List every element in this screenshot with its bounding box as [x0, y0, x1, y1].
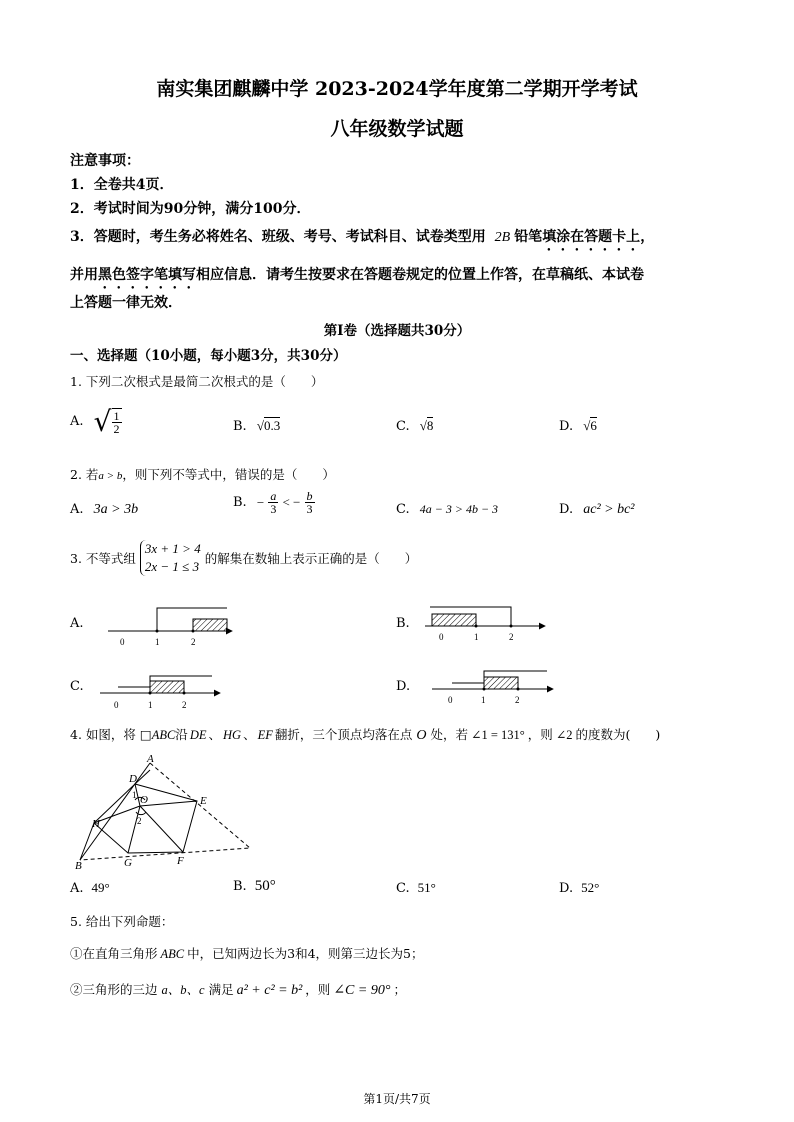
q4-b-label: B.	[233, 879, 247, 894]
notes-heading: 注意事项：	[70, 153, 140, 169]
q5-p2-a: ②三角形的三边	[70, 982, 158, 997]
q2-b-den2: 3	[306, 502, 313, 516]
q3-d-label: D.	[396, 679, 411, 694]
tick-1: 1	[148, 700, 153, 710]
q5-stem: 5. 给出下列命题：	[70, 914, 174, 929]
minus-sign: −	[256, 494, 265, 510]
q1-stem: 1. 下列二次根式是最简二次根式的是（ ）	[70, 374, 324, 389]
q5-p1-b: 中，已知两边长为3和4，则第三边长为5；	[187, 946, 424, 961]
hatched-region	[484, 677, 518, 689]
q4-fold-de: DE	[189, 728, 207, 742]
q4-c-value: 51°	[417, 880, 436, 895]
q2-condition: a > b	[98, 470, 123, 482]
exam-title: 南实集团麒麟中学 2023-2024学年度第二学期开学考试	[156, 78, 638, 100]
q4-option-c[interactable]	[396, 880, 436, 896]
hatched-region	[150, 681, 184, 693]
q1-a-num: 1	[113, 409, 120, 423]
q5-p2-b: 满足	[208, 982, 234, 997]
q2-d-value: ac² > bc²	[583, 502, 635, 517]
exam-subtitle: 八年级数学试题	[330, 118, 464, 140]
q4-fold-ef: EF	[257, 728, 273, 742]
q5-p2-equation: a² + c² = b²	[236, 983, 303, 998]
tick-dot	[517, 688, 520, 691]
sqrt-symbol: √	[583, 418, 591, 433]
tick-2: 2	[191, 637, 196, 647]
note-3-text-a: 3．答题时，考生务必将姓名、班级、考号、考试科目、试卷类型用	[70, 229, 486, 245]
tick-2: 2	[182, 700, 187, 710]
label-d: D	[129, 773, 137, 785]
tick-1: 1	[155, 637, 160, 647]
q3-b-label: B.	[396, 616, 410, 631]
q4-a-label: A.	[70, 881, 84, 896]
q4-b-value: 50°	[254, 878, 276, 894]
q5-proposition-2	[70, 980, 406, 999]
tick-0: 0	[439, 632, 444, 642]
q4-angle2: ∠2	[555, 728, 573, 742]
tick-dot	[183, 692, 186, 695]
q4-fold-hg: HG	[223, 728, 242, 742]
sqrt-symbol: √	[419, 418, 427, 433]
q2-b-num2: b	[306, 489, 313, 503]
tick-2: 2	[515, 695, 520, 705]
q2-stem-a: 2. 若	[70, 467, 99, 482]
q4-option-b[interactable]	[233, 878, 276, 895]
q4-d-label: D.	[559, 881, 574, 896]
q4-option-d[interactable]	[559, 880, 599, 896]
q3-line2: 2x − 1 ≤ 3	[144, 559, 200, 574]
q3-option-c-line[interactable]	[100, 676, 220, 710]
q4-figure-labels	[75, 753, 207, 872]
hatched-region	[432, 614, 476, 626]
q1-a-den: 2	[113, 422, 120, 436]
q3-option-a-line[interactable]	[108, 608, 232, 647]
q3-option-b-line[interactable]	[425, 607, 545, 642]
q2-a-label: A.	[70, 502, 84, 517]
q4-a-value: 49°	[91, 880, 110, 895]
label-angle-2: 2	[137, 816, 142, 826]
q4-angle1: ∠1 = 131°	[471, 728, 525, 742]
q4-c-label: C.	[396, 881, 410, 896]
label-e: E	[200, 795, 207, 807]
q4-stem-d: 、	[243, 727, 256, 742]
page-footer: 第1页/共7页	[363, 1092, 431, 1106]
q3-a-label: A.	[70, 616, 84, 631]
tick-1: 1	[474, 632, 479, 642]
q1-c-value: 8	[426, 418, 434, 433]
note-1: 1．全卷共4页．	[70, 177, 174, 193]
q1-a-label: A.	[70, 414, 84, 429]
q3-line1: 3x + 1 > 4	[144, 541, 201, 556]
q2-c-value: 4a − 3 > 4b − 3	[419, 502, 499, 516]
section-heading: 一、选择题（10小题，每小题3分，共30分）	[70, 348, 347, 364]
q2-a-value: 3a > 3b	[93, 502, 139, 517]
tick-dot	[192, 630, 195, 633]
q2-b-den1: 3	[270, 502, 277, 516]
q4-stem-e: 翻折，三个顶点均落在点	[274, 727, 413, 742]
q4-d-value: 52°	[581, 880, 600, 895]
q4-stem-f: 处，若	[430, 727, 469, 742]
q3-option-d-line[interactable]	[432, 671, 553, 705]
tick-dot	[475, 625, 478, 628]
q2-b-label: B.	[233, 495, 247, 510]
sqrt-symbol: √	[256, 418, 264, 433]
note-4-dotted: 黑色签字笔填写	[98, 267, 196, 283]
side-ab	[80, 763, 150, 860]
fold-og	[128, 806, 140, 853]
note-3-text-d: ，	[640, 229, 655, 245]
label-o: O	[140, 794, 148, 806]
label-a: A	[147, 753, 154, 765]
tick-dot	[483, 688, 486, 691]
q4-stem	[70, 725, 660, 744]
q4-stem-g: ，则	[527, 727, 553, 742]
q5-p2-angle: ∠C = 90°	[333, 983, 391, 998]
q5-p2-c: ，则	[305, 982, 331, 997]
note-5: 上答题一律无效．	[70, 295, 182, 311]
q4-option-a[interactable]	[70, 880, 110, 896]
tick-dot	[149, 692, 152, 695]
note-3-pencil: 2B	[494, 230, 511, 245]
note-3-dotted: 填涂在答题卡上	[542, 229, 641, 245]
tick-0: 0	[448, 695, 453, 705]
label-angle-1: 1	[132, 790, 137, 800]
q5-p2-sides: a、b、c	[161, 983, 205, 997]
label-g: G	[124, 857, 132, 869]
q1-c-label: C.	[396, 419, 410, 434]
q2-b-num1: a	[270, 489, 277, 503]
q2-stem-b: ，则下列不等式中，错误的是（ ）	[122, 467, 335, 482]
q3-stem-a: 3. 不等式组	[70, 551, 136, 566]
sqrt-symbol: √	[93, 405, 112, 438]
hatched-region	[193, 619, 227, 631]
q4-stem-c: 、	[208, 727, 221, 742]
fold-of	[140, 806, 183, 852]
q5-proposition-1	[70, 944, 424, 962]
tick-2: 2	[509, 632, 514, 642]
q2-c-label: C.	[396, 502, 410, 517]
q5-p1-triangle: ABC	[160, 947, 185, 961]
q5-p2-d: ；	[393, 982, 406, 997]
q2-d-label: D.	[559, 502, 574, 517]
less-minus: < −	[282, 494, 301, 510]
tick-dot	[510, 625, 513, 628]
part-title: 第Ⅰ卷（选择题共30分）	[323, 323, 471, 339]
fold-oe	[140, 801, 197, 806]
q1-b-label: B.	[233, 419, 247, 434]
q1-d-value: 6	[590, 418, 597, 433]
tick-0: 0	[120, 637, 125, 647]
note-3-text-c: 铅笔	[514, 229, 543, 245]
seg-da	[135, 770, 150, 784]
tick-1: 1	[481, 695, 486, 705]
q4-stem-h: 的度数为( )	[575, 727, 661, 742]
label-h: H	[92, 818, 100, 830]
note-4-text-a: 并用	[70, 267, 98, 283]
q4-point-o: O	[416, 728, 427, 743]
q4-figure	[80, 763, 250, 860]
q4-stem-a: 4. 如图，将 □	[70, 727, 152, 742]
label-f: F	[177, 855, 184, 867]
tick-0: 0	[114, 700, 119, 710]
q1-d-label: D.	[559, 419, 574, 434]
q3-stem-b: 的解集在数轴上表示正确的是（ ）	[204, 551, 418, 566]
q5-p1-a: ①在直角三角形	[70, 946, 158, 961]
note-4-text-b: 相应信息．请考生按要求在答题卷规定的位置上作答，在草稿纸、本试卷	[196, 267, 644, 283]
q1-b-value: 0.3	[263, 418, 281, 433]
q4-stem-b: 沿	[175, 727, 188, 742]
label-b: B	[75, 860, 82, 872]
tick-dot	[156, 630, 159, 633]
q4-triangle-name: ABC	[151, 728, 176, 742]
q3-c-label: C.	[70, 679, 84, 694]
note-2: 2．考试时间为90分钟，满分100分．	[70, 201, 311, 217]
